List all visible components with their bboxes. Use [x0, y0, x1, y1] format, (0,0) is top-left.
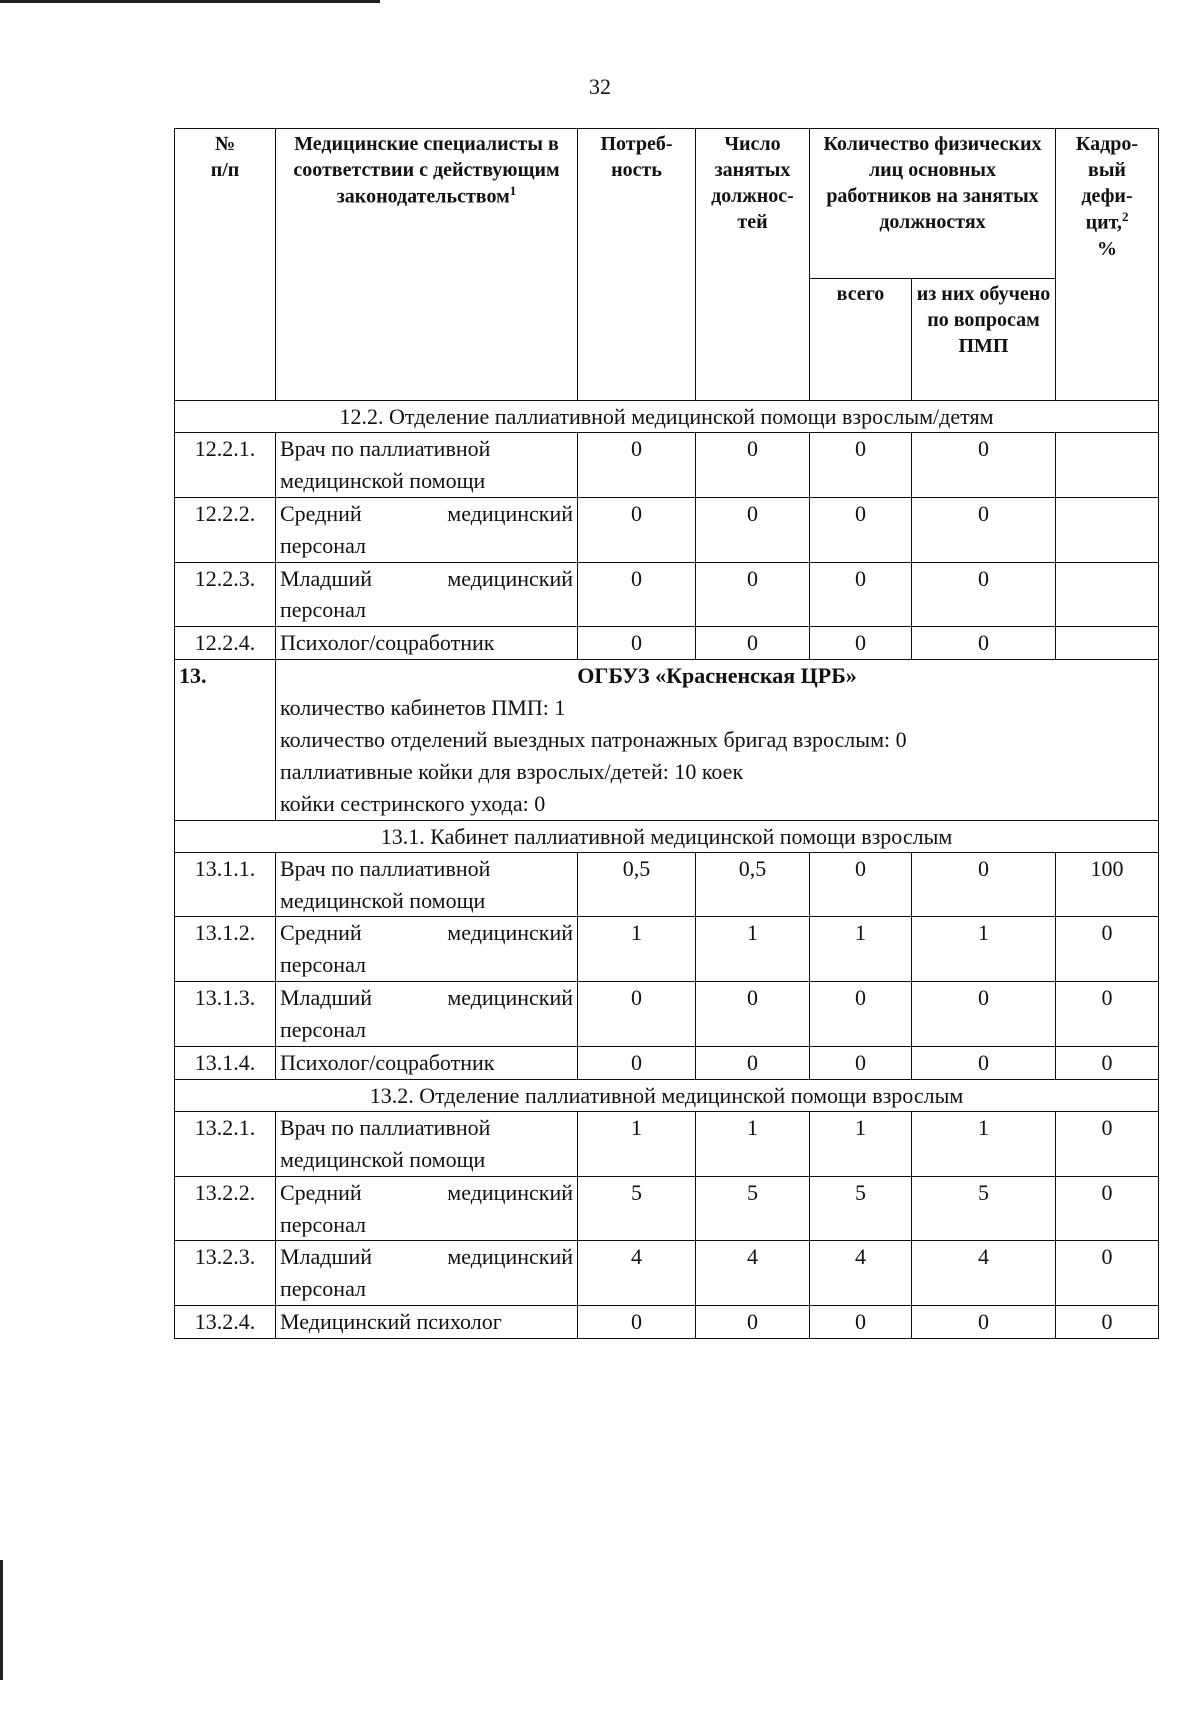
table-header — [175, 129, 1159, 401]
staffing-table — [174, 128, 1159, 1339]
org-num: 13. — [175, 660, 276, 820]
section-title-13-1: 13.1. Кабинет паллиативной медицинской помощи взрослым — [175, 820, 1159, 852]
row-total: 0 — [810, 1047, 912, 1080]
row-need: 0,5 — [578, 852, 696, 917]
row-specialist: Младший медицинский персонал — [276, 1241, 578, 1306]
table-row — [175, 562, 1159, 627]
row-occupied: 1 — [696, 917, 810, 982]
row-deficit: 0 — [1056, 1111, 1159, 1176]
table-row — [175, 1176, 1159, 1241]
header-num-text: № п/п — [210, 133, 240, 181]
section-title-13-2: 13.2. Отделение паллиативной медицинской помощи взрослым — [175, 1079, 1159, 1111]
row-deficit: 100 — [1056, 852, 1159, 917]
row-need: 4 — [578, 1241, 696, 1306]
row-need: 0 — [578, 433, 696, 498]
row-specialist: Врач по паллиативной медицинской помощи — [276, 852, 578, 917]
row-trained: 0 — [912, 852, 1056, 917]
header-specialists-text: Медицинские специалисты в соответствии с действующим законодательством — [293, 133, 560, 208]
row-num: 13.1.1. — [175, 852, 276, 917]
row-occupied: 0 — [696, 982, 810, 1047]
row-specialist: Медицинский психолог — [276, 1306, 578, 1339]
row-trained: 0 — [912, 1047, 1056, 1080]
row-total: 0 — [810, 1306, 912, 1339]
table-row — [175, 1047, 1159, 1080]
header-trained: из них обучено по вопросам ПМП — [912, 278, 1056, 400]
table-row — [175, 433, 1159, 498]
section-row — [175, 820, 1159, 852]
row-deficit: 0 — [1056, 917, 1159, 982]
row-need: 1 — [578, 917, 696, 982]
row-total: 1 — [810, 1111, 912, 1176]
row-trained: 5 — [912, 1176, 1056, 1241]
table-row — [175, 1306, 1159, 1339]
row-occupied: 0 — [696, 497, 810, 562]
row-total: 1 — [810, 917, 912, 982]
org-nursing-beds: койки сестринского ухода: 0 — [280, 790, 546, 816]
row-num: 13.2.1. — [175, 1111, 276, 1176]
org-visiting-brigades-count: количество отделений выездных патронажных бригад взрослым: 0 — [280, 727, 907, 753]
row-num: 12.2.1. — [175, 433, 276, 498]
table-row — [175, 982, 1159, 1047]
header-need: Потреб-ность — [578, 129, 696, 401]
row-occupied: 0 — [696, 433, 810, 498]
header-num — [175, 129, 276, 401]
row-specialist: Врач по паллиативной медицинской помощи — [276, 433, 578, 498]
row-trained: 0 — [912, 627, 1056, 660]
header-deficit — [1056, 129, 1159, 401]
row-deficit: 0 — [1056, 982, 1159, 1047]
row-deficit: 0 — [1056, 1241, 1159, 1306]
row-deficit: 0 — [1056, 1047, 1159, 1080]
footnote-2-marker: 2 — [1121, 209, 1129, 224]
row-specialist: Психолог/соцработник — [276, 627, 578, 660]
row-trained: 4 — [912, 1241, 1056, 1306]
row-deficit — [1056, 497, 1159, 562]
org-title: ОГБУЗ «Красненская ЦРБ» — [577, 663, 857, 689]
header-deficit-text: Кадро-вый дефи-цит, — [1075, 133, 1139, 234]
row-total: 5 — [810, 1176, 912, 1241]
row-total: 0 — [810, 433, 912, 498]
row-deficit: 0 — [1056, 1306, 1159, 1339]
row-need: 1 — [578, 1111, 696, 1176]
row-num: 12.2.2. — [175, 497, 276, 562]
row-occupied: 5 — [696, 1176, 810, 1241]
row-specialist: Психолог/соцработник — [276, 1047, 578, 1080]
row-occupied: 4 — [696, 1241, 810, 1306]
row-occupied: 0 — [696, 1047, 810, 1080]
row-num: 12.2.3. — [175, 562, 276, 627]
row-num: 13.2.3. — [175, 1241, 276, 1306]
org-row — [175, 660, 1159, 820]
row-trained: 0 — [912, 433, 1056, 498]
header-persons: Количество физических лиц основных работников на занятых должностях — [810, 129, 1056, 279]
row-deficit — [1056, 627, 1159, 660]
row-total: 0 — [810, 627, 912, 660]
row-need: 0 — [578, 562, 696, 627]
row-specialist: Средний медицинский персонал — [276, 1176, 578, 1241]
table-row — [175, 852, 1159, 917]
row-need: 0 — [578, 497, 696, 562]
row-occupied: 0 — [696, 627, 810, 660]
row-need: 0 — [578, 1047, 696, 1080]
row-trained: 0 — [912, 562, 1056, 627]
row-need: 5 — [578, 1176, 696, 1241]
row-occupied: 0,5 — [696, 852, 810, 917]
row-deficit — [1056, 562, 1159, 627]
row-num: 13.1.4. — [175, 1047, 276, 1080]
table-row — [175, 497, 1159, 562]
row-specialist: Врач по паллиативной медицинской помощи — [276, 1111, 578, 1176]
row-occupied: 0 — [696, 562, 810, 627]
org-details — [276, 660, 1159, 820]
section-row — [175, 1079, 1159, 1111]
row-specialist: Младший медицинский персонал — [276, 562, 578, 627]
table-row — [175, 1241, 1159, 1306]
org-cabinets-count: количество кабинетов ПМП: 1 — [280, 695, 566, 721]
row-num: 13.2.4. — [175, 1306, 276, 1339]
footnote-1-marker: 1 — [509, 183, 517, 198]
table-row — [175, 917, 1159, 982]
page-number: 32 — [589, 74, 611, 99]
row-total: 0 — [810, 562, 912, 627]
row-num: 13.1.3. — [175, 982, 276, 1047]
row-need: 0 — [578, 1306, 696, 1339]
table-row — [175, 1111, 1159, 1176]
row-trained: 1 — [912, 917, 1056, 982]
section-row — [175, 401, 1159, 433]
row-specialist: Средний медицинский персонал — [276, 497, 578, 562]
row-total: 4 — [810, 1241, 912, 1306]
row-specialist: Средний медицинский персонал — [276, 917, 578, 982]
row-occupied: 0 — [696, 1306, 810, 1339]
row-total: 0 — [810, 497, 912, 562]
row-need: 0 — [578, 627, 696, 660]
section-title-12-2: 12.2. Отделение паллиативной медицинской помощи взрослым/детям — [175, 401, 1159, 433]
row-trained: 0 — [912, 982, 1056, 1047]
row-trained: 0 — [912, 497, 1056, 562]
scan-border-top — [0, 0, 380, 3]
row-num: 13.1.2. — [175, 917, 276, 982]
row-num: 13.2.2. — [175, 1176, 276, 1241]
row-deficit: 0 — [1056, 1176, 1159, 1241]
org-palliative-beds: паллиативные койки для взрослых/детей: 10 коек — [280, 758, 744, 784]
row-num: 12.2.4. — [175, 627, 276, 660]
header-deficit-unit: % — [1097, 237, 1117, 260]
table-row — [175, 627, 1159, 660]
row-occupied: 1 — [696, 1111, 810, 1176]
header-specialists — [276, 129, 578, 401]
row-specialist: Младший медицинский персонал — [276, 982, 578, 1047]
scan-border-left — [0, 1560, 3, 1680]
header-occupied: Число занятых должнос-тей — [696, 129, 810, 401]
row-need: 0 — [578, 982, 696, 1047]
row-deficit — [1056, 433, 1159, 498]
row-trained: 0 — [912, 1306, 1056, 1339]
row-total: 0 — [810, 982, 912, 1047]
row-trained: 1 — [912, 1111, 1056, 1176]
header-total: всего — [810, 278, 912, 400]
row-total: 0 — [810, 852, 912, 917]
